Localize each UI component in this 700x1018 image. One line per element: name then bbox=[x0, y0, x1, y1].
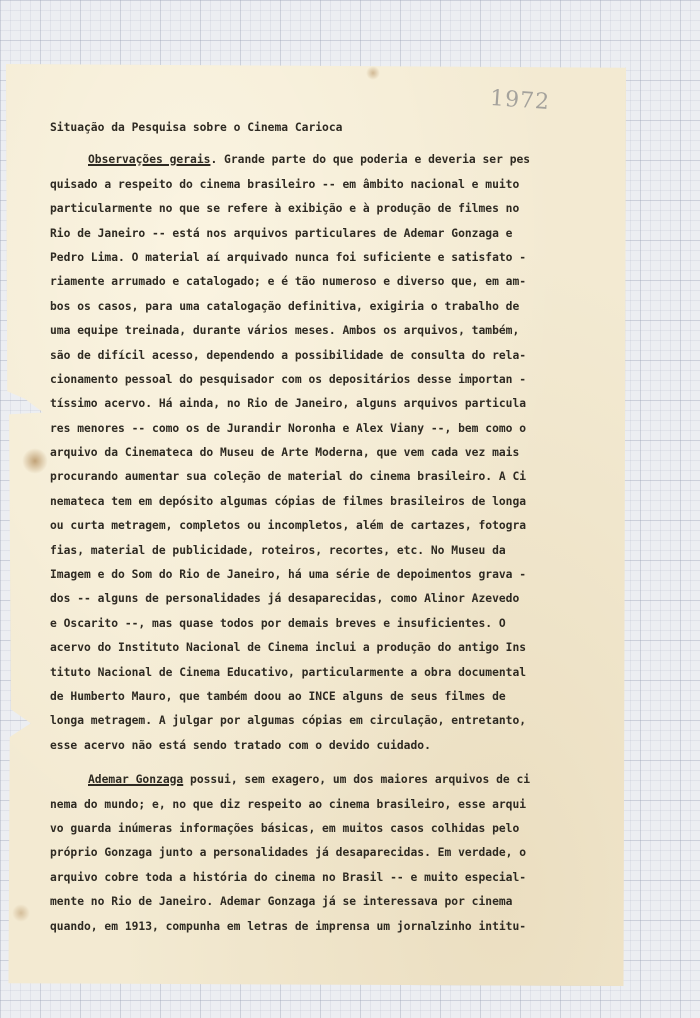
text-line: cionamento pessoal do pesquisador com os depositários desse importan - bbox=[50, 372, 527, 386]
paragraph-gap bbox=[50, 758, 590, 768]
document-title: Situação da Pesquisa sobre o Cinema Carioca bbox=[50, 121, 343, 134]
text-line: Rio de Janeiro -- está nos arquivos particulares de Ademar Gonzaga e bbox=[50, 226, 513, 240]
stain-mark bbox=[12, 904, 30, 922]
text-line: fias, material de publicidade, roteiros, recortes, etc. No Museu da bbox=[50, 543, 506, 557]
handwritten-year-annotation: 1972 bbox=[489, 85, 551, 116]
text-line: nema do mundo; e, no que diz respeito ao cinema brasileiro, esse arqui bbox=[50, 797, 527, 811]
paragraph-ademar-gonzaga bbox=[50, 768, 590, 939]
text-line: mente no Rio de Janeiro. Ademar Gonzaga já se interessava por cinema bbox=[50, 895, 513, 909]
text-line: vo guarda inúmeras informações básicas, em muitos casos colhidas pelo bbox=[50, 821, 520, 835]
document-body bbox=[50, 116, 590, 939]
paragraph-first-line bbox=[50, 768, 590, 792]
section-heading: Observações gerais bbox=[88, 153, 211, 167]
section-heading: Ademar Gonzaga bbox=[88, 773, 184, 787]
text-line: arquivo cobre toda a história do cinema no Brasil -- e muito especial- bbox=[50, 870, 527, 884]
text-line: próprio Gonzaga junto a personalidades já desaparecidas. Em verdade, o bbox=[50, 846, 527, 860]
text-line: ou curta metragem, completos ou incompletos, além de cartazes, fotogra bbox=[50, 519, 527, 533]
paragraph-observacoes bbox=[50, 148, 590, 758]
text-line: tíssimo acervo. Há ainda, no Rio de Janeiro, alguns arquivos particula bbox=[50, 397, 527, 411]
text-line: possui, sem exagero, um dos maiores arquivos de ci bbox=[183, 773, 531, 787]
stain-mark bbox=[366, 66, 380, 80]
text-line: particularmente no que se refere à exibição e à produção de filmes no bbox=[50, 202, 520, 216]
text-line: e Oscarito --, mas quase todos por demais breves e insuficientes. O bbox=[50, 616, 506, 630]
text-line: dos -- alguns de personalidades já desaparecidas, como Alinor Azevedo bbox=[50, 592, 520, 606]
text-line: de Humberto Mauro, que também doou ao INCE alguns de seus filmes de bbox=[50, 689, 506, 703]
paragraph-first-line bbox=[50, 148, 590, 172]
text-line: uma equipe treinada, durante vários meses. Ambos os arquivos, também, bbox=[50, 324, 520, 338]
text-line: bos os casos, para uma catalogação definitiva, exigiria o trabalho de bbox=[50, 299, 520, 313]
text-line: nemateca tem em depósito algumas cópias de filmes brasileiros de longa bbox=[50, 494, 527, 508]
text-line: res menores -- como os de Jurandir Noronha e Alex Viany --, bem como o bbox=[50, 421, 527, 435]
text-line: riamente arrumado e catalogado; e é tão numeroso e diverso que, em am- bbox=[50, 275, 527, 289]
text-line: Pedro Lima. O material aí arquivado nunca foi suficiente e satisfato - bbox=[50, 250, 527, 264]
text-line: quisado a respeito do cinema brasileiro -- em âmbito nacional e muito bbox=[50, 177, 520, 191]
text-line: acervo do Instituto Nacional de Cinema inclui a produção do antigo Ins bbox=[50, 641, 527, 655]
text-line: são de difícil acesso, dependendo a possibilidade de consulta do rela- bbox=[50, 348, 527, 362]
text-line: procurando aumentar sua coleção de material do cinema brasileiro. A Ci bbox=[50, 470, 527, 484]
text-line: esse acervo não está sendo tratado com o devido cuidado. bbox=[50, 738, 431, 752]
text-line: tituto Nacional de Cinema Educativo, particularmente a obra documental bbox=[50, 665, 527, 679]
text-line: Imagem e do Som do Rio de Janeiro, há uma série de depoimentos grava - bbox=[50, 568, 527, 582]
stain-mark bbox=[22, 448, 48, 474]
text-line: quando, em 1913, compunha em letras de imprensa um jornalzinho intitu- bbox=[50, 919, 527, 933]
text-line: longa metragem. A julgar por algumas cópias em circulação, entretanto, bbox=[50, 714, 527, 728]
text-line: arquivo da Cinemateca do Museu de Arte Moderna, que vem cada vez mais bbox=[50, 446, 520, 460]
text-line: . Grande parte do que poderia e deveria ser pes bbox=[210, 153, 531, 167]
